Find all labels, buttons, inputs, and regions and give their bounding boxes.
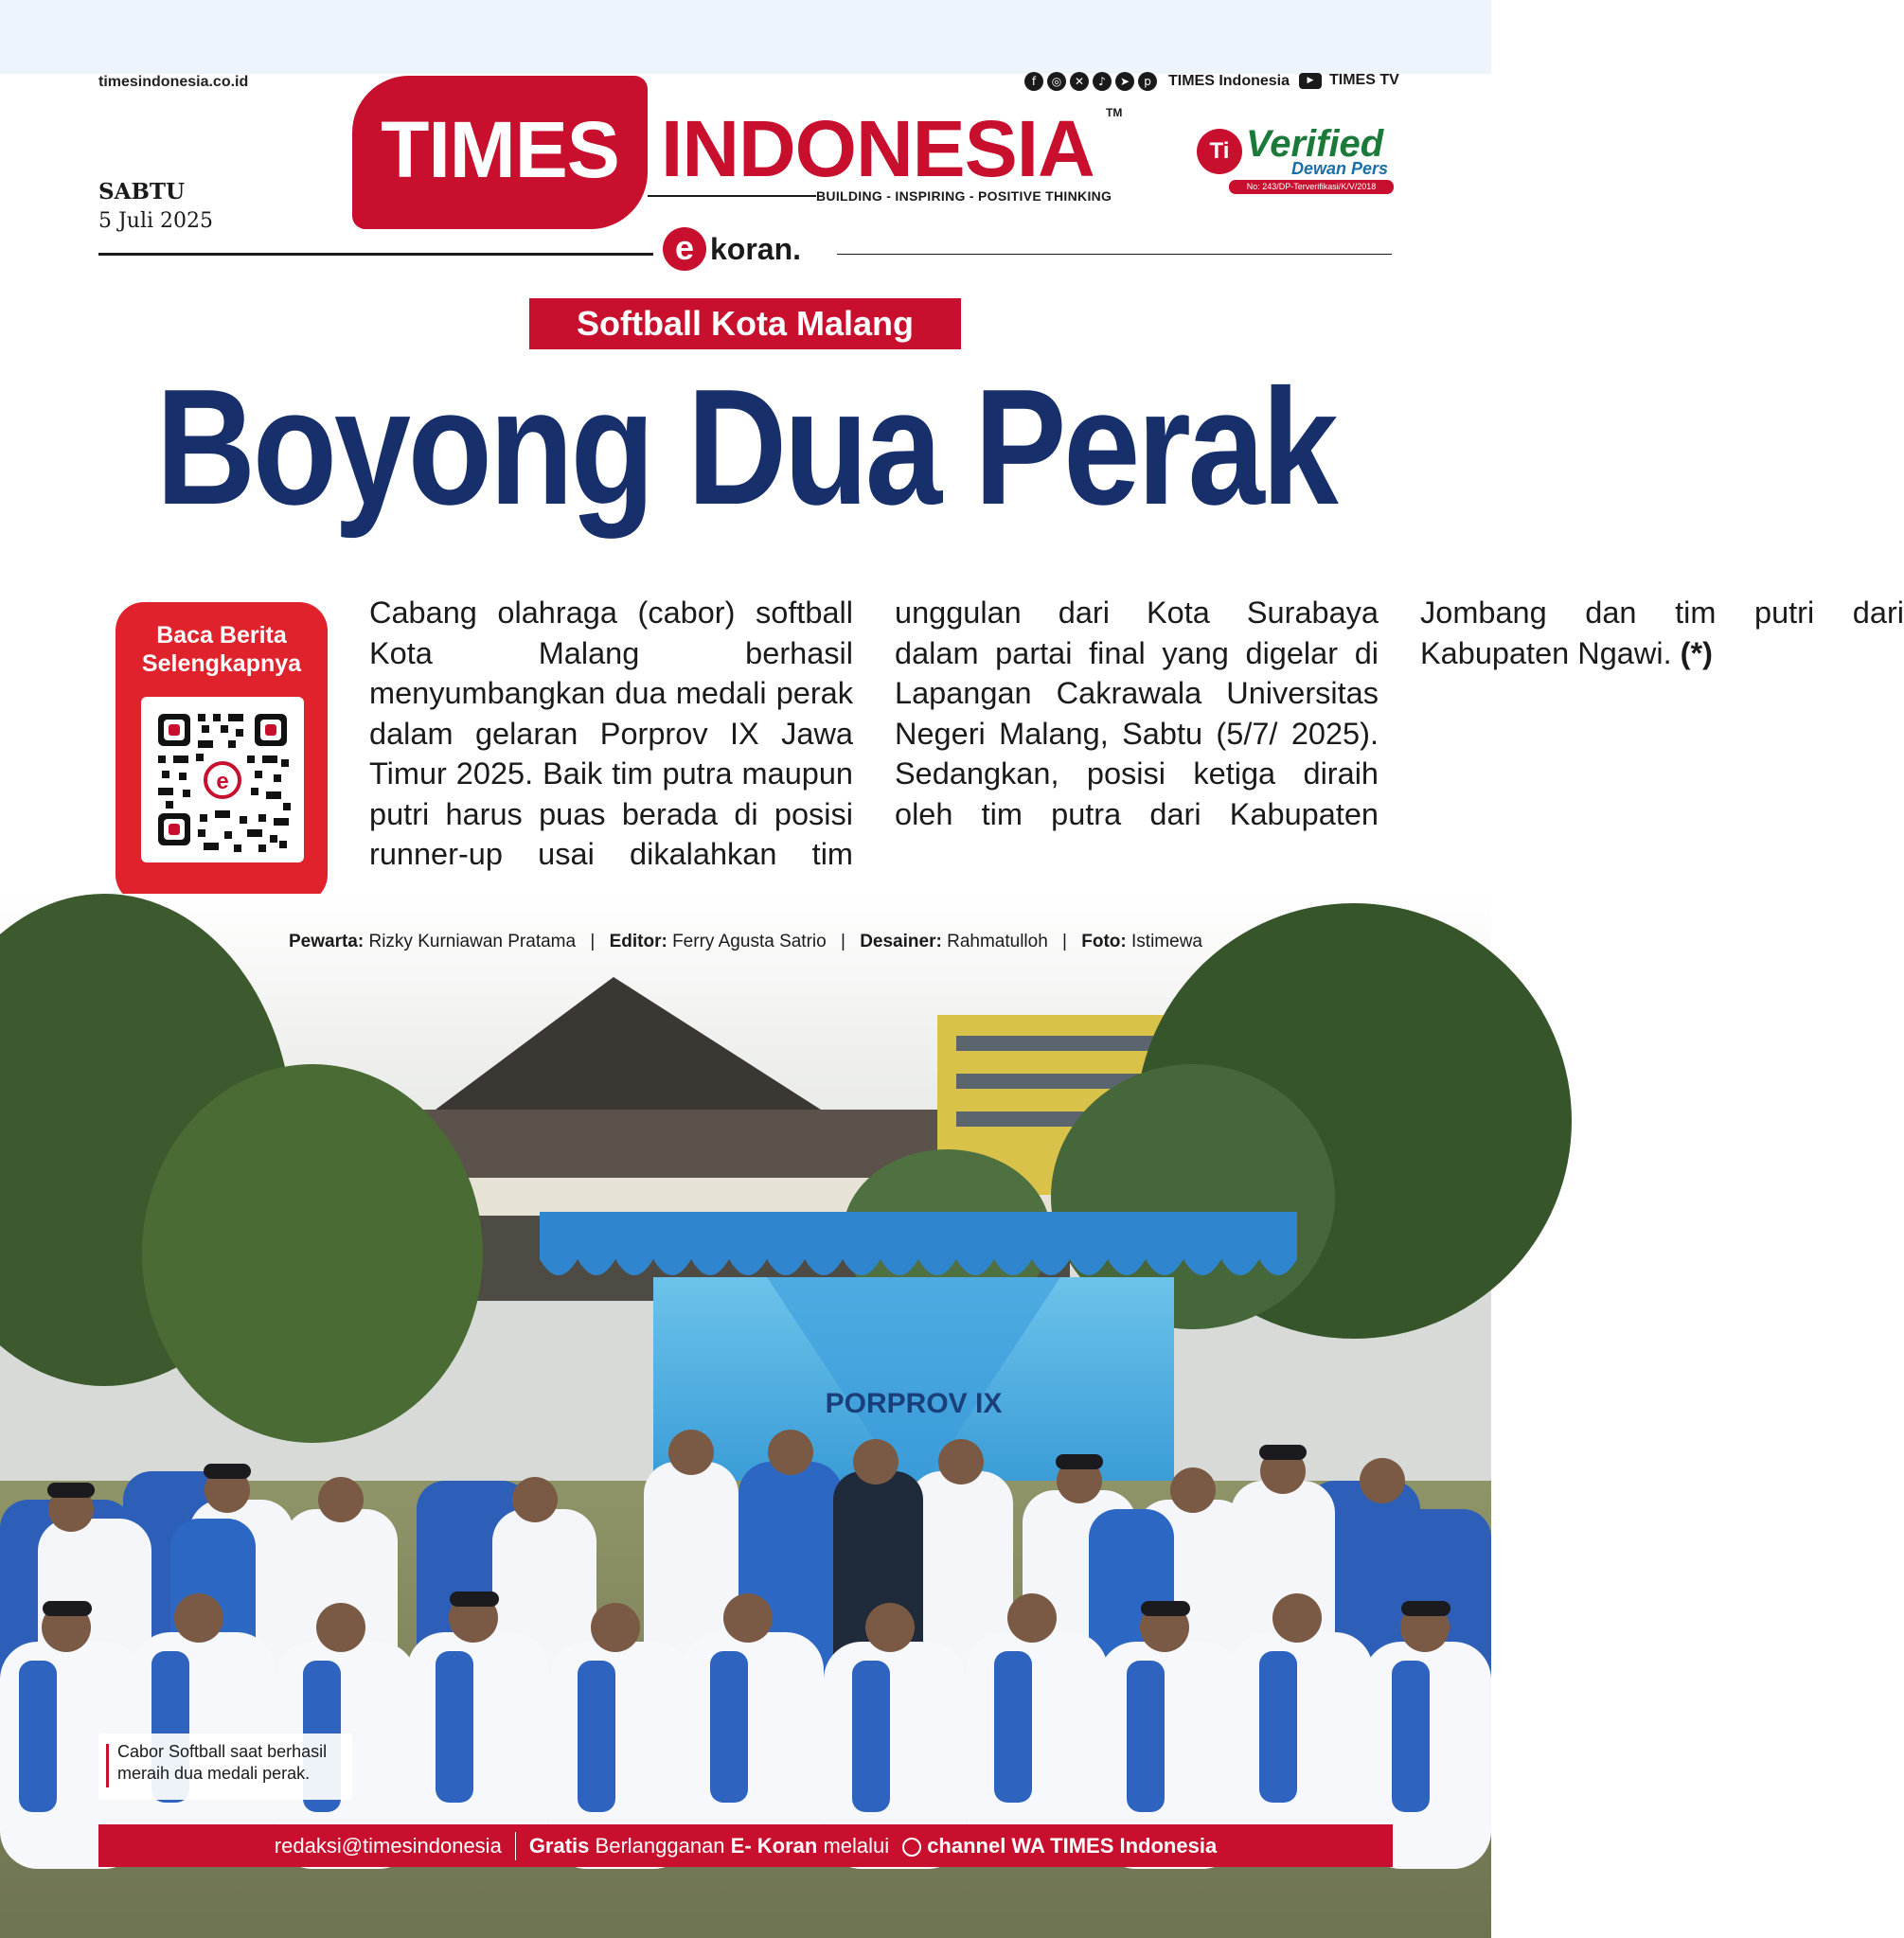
qr-title: Baca Berita Selengkapnya <box>141 622 302 677</box>
footer-melalui: melalui <box>823 1833 890 1858</box>
verified-subtitle: Dewan Pers <box>1291 159 1389 178</box>
trademark-mark: TM <box>1106 106 1123 119</box>
logo-indonesia-text: INDONESIA <box>661 104 1094 193</box>
tagline: BUILDING - INSPIRING - POSITIVE THINKING <box>816 188 1112 204</box>
credits-separator: | <box>840 932 845 951</box>
article-body <box>369 593 1904 913</box>
masthead-rule-left <box>98 253 653 256</box>
pewarta-label: Pewarta: <box>289 932 365 951</box>
footer-email[interactable]: redaksi@timesindonesia <box>274 1833 502 1858</box>
footer-subscribe <box>529 1834 889 1858</box>
instagram-icon[interactable]: ◎ <box>1047 72 1066 91</box>
youtube-icon: ▶ <box>1299 73 1322 89</box>
article-end-mark: (*) <box>1680 635 1713 670</box>
times-tv-link[interactable] <box>1299 72 1399 89</box>
social-label: TIMES Indonesia <box>1168 73 1290 89</box>
pinterest-icon[interactable]: p <box>1138 72 1157 91</box>
edition-date: 5 Juli 2025 <box>98 209 214 233</box>
ekoran-e-icon: e <box>663 227 706 271</box>
whatsapp-icon <box>902 1838 921 1857</box>
logo-times-text: TIMES <box>381 105 619 194</box>
footer-berlangganan: Berlangganan <box>595 1833 725 1858</box>
article-headline: Boyong Dua Perak <box>155 354 1336 539</box>
credits-separator: | <box>590 932 596 951</box>
edition-day: SABTU <box>98 179 186 204</box>
footer-ekoran: E- Koran <box>730 1833 818 1858</box>
desainer-name: Rahmatulloh <box>947 932 1048 951</box>
footer-bar <box>98 1824 1393 1867</box>
ti-logo: Ti <box>1197 129 1242 174</box>
logo-underline <box>648 195 816 197</box>
footer-channel: channel WA TIMES Indonesia <box>927 1833 1218 1858</box>
x-icon[interactable]: ✕ <box>1070 72 1089 91</box>
footer-channel-link[interactable] <box>902 1834 1217 1858</box>
photo-caption: Cabor Softball saat berhasil meraih dua medali perak. <box>98 1734 352 1800</box>
telegram-icon[interactable]: ➤ <box>1115 72 1134 91</box>
facebook-icon[interactable]: f <box>1024 72 1043 91</box>
logo-times-block <box>352 76 648 229</box>
tv-label: TIMES TV <box>1329 72 1399 88</box>
ekoran-text: koran. <box>710 231 802 266</box>
masthead-rule-right <box>837 254 1392 255</box>
banner-text: PORPROV IX <box>825 1388 1003 1419</box>
verified-number: No: 243/DP-Terverifikasi/K/V/2018 <box>1229 180 1394 194</box>
foto-label: Foto: <box>1081 932 1127 951</box>
site-url[interactable]: timesindonesia.co.id <box>98 74 249 90</box>
article-body-text: Cabang olahraga (cabor) softball Kota Malang berhasil menyumbangkan dua medali perak dalam gelaran Porprov IX Jawa Timur 2025. Baik tim putra maupun putri harus puas berada di posisi runner-up usai dikalahkan tim unggulan dari Kota Surabaya dalam partai final yang digelar di Lapangan Cakrawala Universitas Negeri Malang, Sabtu (5/7/ 2025). Sedangkan, posisi ketiga diraih oleh tim putra dari Kabupaten Jombang dan tim putri dari Kabupaten Ngawi. <box>369 596 1904 871</box>
credits-separator: | <box>1062 932 1067 951</box>
credits-line <box>0 932 1491 952</box>
desainer-label: Desainer: <box>860 932 942 951</box>
footer-divider <box>515 1832 516 1860</box>
verified-badge <box>1197 123 1396 195</box>
article-kicker: Softball Kota Malang <box>529 298 961 349</box>
qr-code[interactable] <box>141 697 304 862</box>
verified-title: Verified <box>1246 123 1384 165</box>
svg-text:e: e <box>216 769 229 794</box>
tiktok-icon[interactable]: ♪ <box>1093 72 1112 91</box>
footer-gratis: Gratis <box>528 1833 590 1858</box>
qr-card[interactable] <box>116 602 328 903</box>
foto-name: Istimewa <box>1131 932 1202 951</box>
top-band <box>0 0 1491 74</box>
editor-label: Editor: <box>609 932 667 951</box>
ekoran-logo <box>663 227 801 271</box>
editor-name: Ferry Agusta Satrio <box>672 932 827 951</box>
social-links <box>1024 72 1290 91</box>
pewarta-name: Rizky Kurniawan Pratama <box>368 932 577 951</box>
